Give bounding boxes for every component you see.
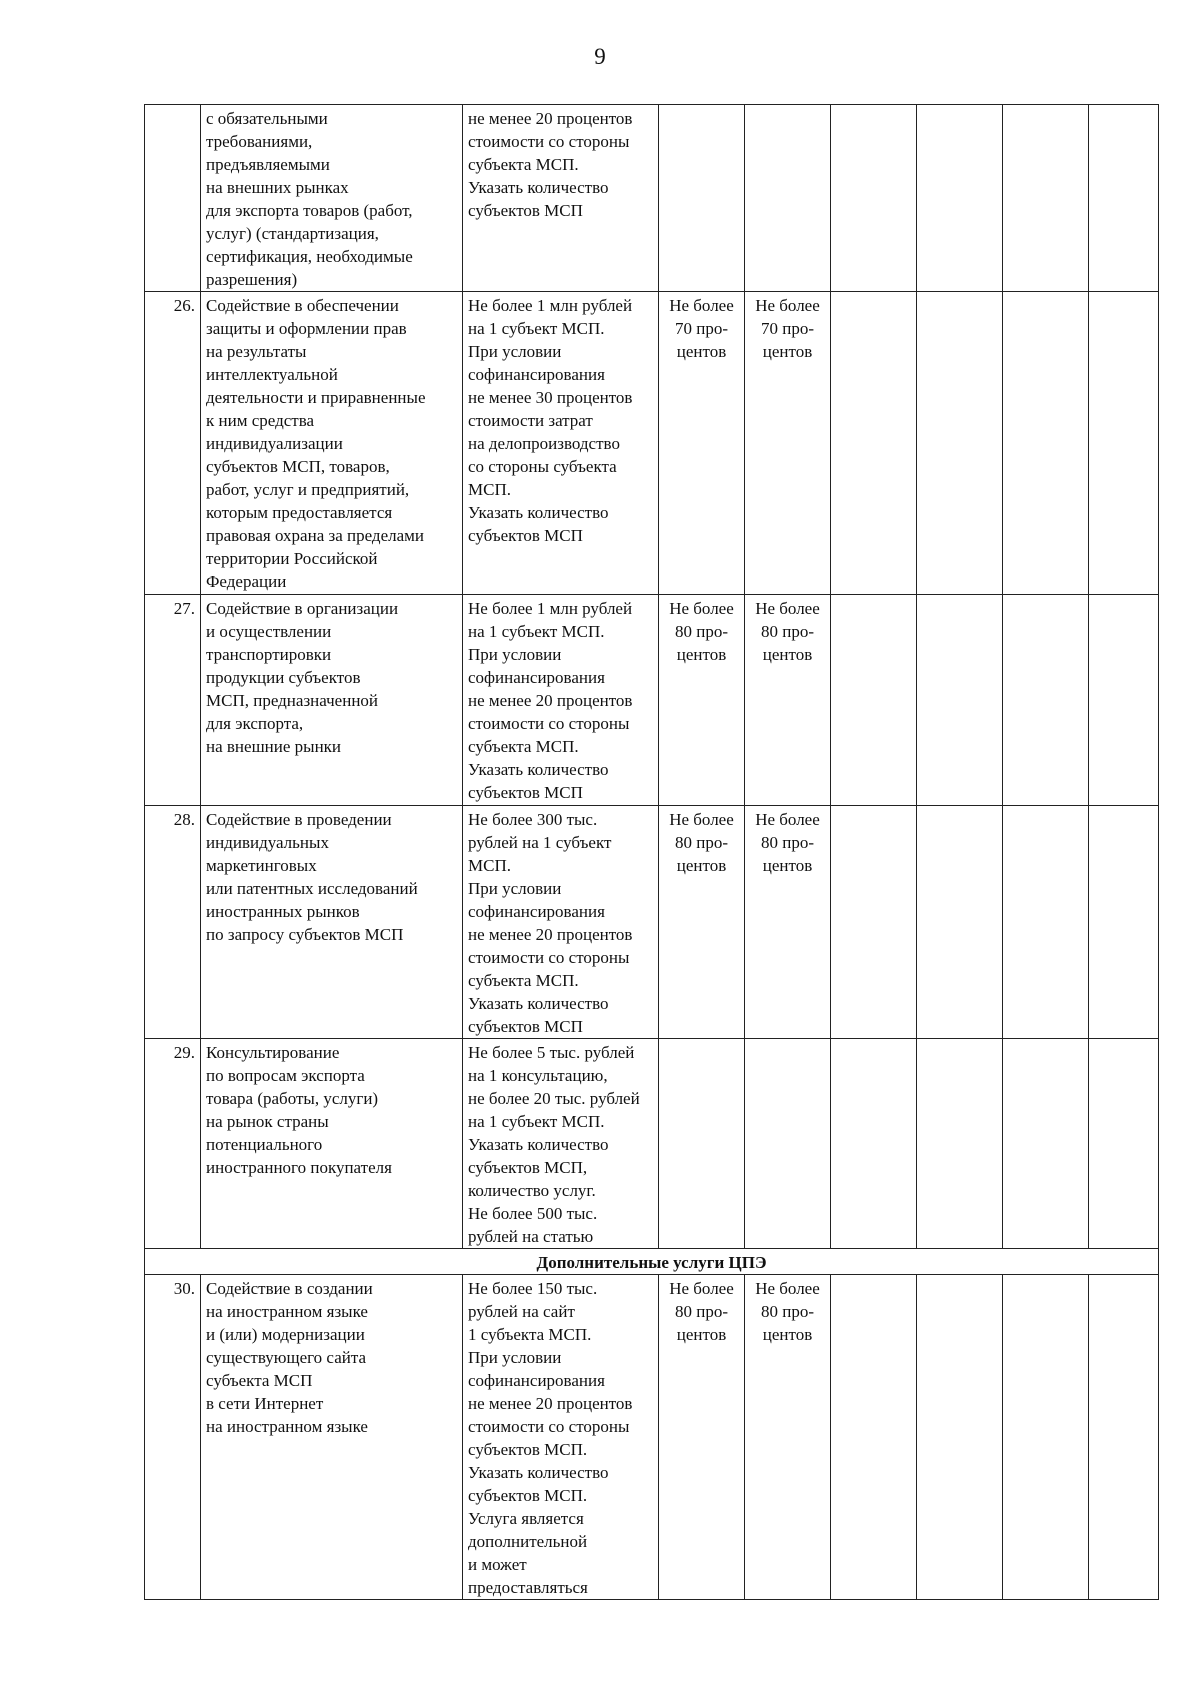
empty-cell (1089, 1039, 1159, 1249)
service-conditions: Не более 300 тыс. рублей на 1 субъект МСП. При условии софинансирования не менее 20 процентов стоимости со стороны субъекта МСП. Указать количество субъектов МСП (463, 806, 659, 1039)
section-header: Дополнительные услуги ЦПЭ (145, 1249, 1159, 1275)
service-conditions: Не более 1 млн рублей на 1 субъект МСП. При условии софинансирования не менее 30 процентов стоимости затрат на делопроизводство со стороны субъекта МСП. Указать количество субъектов МСП (463, 292, 659, 595)
row-number: 30. (145, 1275, 201, 1600)
empty-cell (917, 105, 1003, 292)
service-description: Консультирование по вопросам экспорта товара (работы, услуги) на рынок страны потенциального иностранного покупателя (201, 1039, 463, 1249)
empty-cell (1003, 595, 1089, 806)
percent-cell-1: Не более 80 про- центов (659, 595, 745, 806)
table-row (145, 806, 1159, 1039)
table-row (145, 1039, 1159, 1249)
section-header-row (145, 1249, 1159, 1275)
percent-cell-1: Не более 80 про- центов (659, 806, 745, 1039)
percent-cell-1: Не более 70 про- центов (659, 292, 745, 595)
services-table (144, 104, 1159, 1600)
percent-cell-1 (659, 105, 745, 292)
empty-cell (917, 806, 1003, 1039)
empty-cell (917, 1275, 1003, 1600)
empty-cell (1003, 806, 1089, 1039)
empty-cell (917, 1039, 1003, 1249)
service-description: Содействие в проведении индивидуальных маркетинговых или патентных исследований иностранных рынков по запросу субъектов МСП (201, 806, 463, 1039)
empty-cell (831, 1275, 917, 1600)
percent-cell-1: Не более 80 про- центов (659, 1275, 745, 1600)
service-conditions: не менее 20 процентов стоимости со стороны субъекта МСП. Указать количество субъектов МСП (463, 105, 659, 292)
service-conditions: Не более 150 тыс. рублей на сайт 1 субъекта МСП. При условии софинансирования не менее 20 процентов стоимости со стороны субъектов МСП. Указать количество субъектов МСП. Услуга является дополнительной и может предоставляться (463, 1275, 659, 1600)
empty-cell (917, 595, 1003, 806)
empty-cell (831, 595, 917, 806)
row-number: 27. (145, 595, 201, 806)
empty-cell (1003, 105, 1089, 292)
percent-cell-1 (659, 1039, 745, 1249)
service-description: Содействие в организации и осуществлении транспортировки продукции субъектов МСП, предназначенной для экспорта, на внешние рынки (201, 595, 463, 806)
empty-cell (831, 292, 917, 595)
service-conditions: Не более 5 тыс. рублей на 1 консультацию, не более 20 тыс. рублей на 1 субъект МСП. Указать количество субъектов МСП, количество услуг. Не более 500 тыс. рублей на статью (463, 1039, 659, 1249)
empty-cell (1089, 595, 1159, 806)
percent-cell-2 (745, 1039, 831, 1249)
page-number: 9 (594, 44, 606, 69)
table-row (145, 292, 1159, 595)
row-number: 26. (145, 292, 201, 595)
percent-cell-2: Не более 80 про- центов (745, 806, 831, 1039)
percent-cell-2: Не более 80 про- центов (745, 1275, 831, 1600)
empty-cell (831, 1039, 917, 1249)
empty-cell (1089, 105, 1159, 292)
table-row (145, 595, 1159, 806)
empty-cell (831, 806, 917, 1039)
empty-cell (1089, 806, 1159, 1039)
table-row (145, 105, 1159, 292)
empty-cell (1003, 1039, 1089, 1249)
service-description: Содействие в создании на иностранном языке и (или) модернизации существующего сайта субъекта МСП в сети Интернет на иностранном языке (201, 1275, 463, 1600)
empty-cell (1003, 292, 1089, 595)
service-description: с обязательными требованиями, предъявляемыми на внешних рынках для экспорта товаров (работ, услуг) (стандартизация, сертификация, необходимые разрешения) (201, 105, 463, 292)
percent-cell-2 (745, 105, 831, 292)
percent-cell-2: Не более 80 про- центов (745, 595, 831, 806)
empty-cell (1089, 292, 1159, 595)
empty-cell (1003, 1275, 1089, 1600)
row-number: 29. (145, 1039, 201, 1249)
service-conditions: Не более 1 млн рублей на 1 субъект МСП. При условии софинансирования не менее 20 процентов стоимости со стороны субъекта МСП. Указать количество субъектов МСП (463, 595, 659, 806)
empty-cell (831, 105, 917, 292)
row-number: 28. (145, 806, 201, 1039)
percent-cell-2: Не более 70 про- центов (745, 292, 831, 595)
service-description: Содействие в обеспечении защиты и оформлении прав на результаты интеллектуальной деятельности и приравненные к ним средства индивидуализации субъектов МСП, товаров, работ, услуг и предприятий, которым предоставляется правовая охрана за пределами территории Российской Федерации (201, 292, 463, 595)
empty-cell (917, 292, 1003, 595)
empty-cell (1089, 1275, 1159, 1600)
table-row (145, 1275, 1159, 1600)
row-number (145, 105, 201, 292)
